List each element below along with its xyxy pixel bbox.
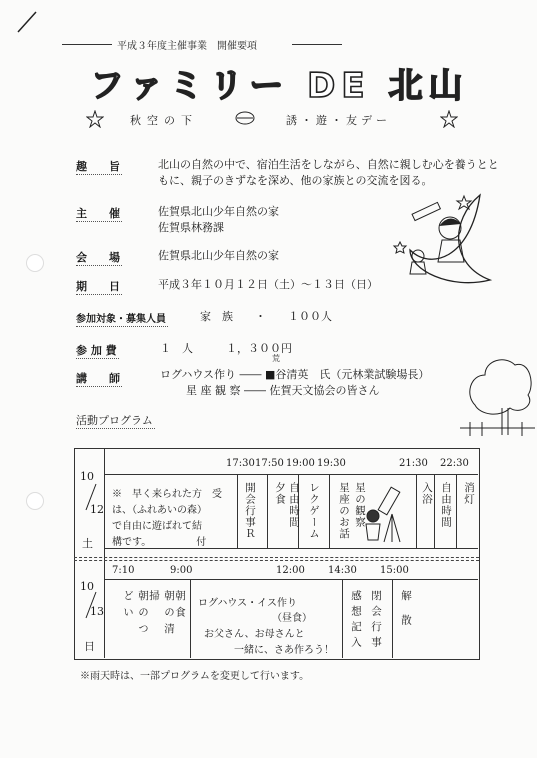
label-fee: 参 加 費 (76, 344, 117, 357)
date-slash-2 (80, 590, 100, 620)
venue-value: 佐賀県北山少年自然の家 (158, 249, 279, 262)
day1-time-1900: 19:00 (286, 458, 315, 469)
label-venue: 会 場 (76, 251, 120, 264)
day2-time-0710: 7:10 (112, 565, 135, 576)
label-lecturers: 講 師 (76, 372, 120, 385)
participants-value: 家 族 ・ １００人 (200, 310, 332, 323)
day1-activity-free1: 自由時間 (288, 482, 300, 528)
day2-time-1430: 14:30 (328, 565, 357, 576)
day1-day: 12 (90, 503, 104, 516)
day1-early-line-2: は、（ふれあいの森） (112, 505, 207, 516)
day1-time-1930: 19:30 (317, 458, 346, 469)
day2-main-line-2: （昼食） (272, 613, 312, 624)
day2-main-line-4: 一緒に、さあ作ろう！ (234, 645, 334, 656)
day2-month: 10 (80, 580, 94, 593)
day1-activity-dinner: 夕食 (274, 482, 286, 505)
binder-hole-bottom (26, 492, 44, 510)
leaf-icon (234, 108, 256, 128)
day1-activity-free2: 自由時間 (440, 482, 452, 528)
tree-illustration (460, 350, 535, 440)
lecturer-line-1: ログハウス作り ―― ■谷清英 氏（元林業試験場長） (160, 368, 430, 381)
tagline-left: 秋空の下 (130, 114, 198, 127)
day1-activity-star-watch: 星の観察 (354, 482, 366, 528)
day2-activity-cleaning: 朝の清掃 (148, 590, 175, 640)
label-organizer: 主 催 (76, 207, 120, 220)
lecturer-note: 荒 (272, 354, 280, 363)
label-participants: 参加対象・募集人員 (76, 314, 166, 325)
day2-day: 13 (90, 605, 104, 618)
day1-month: 10 (80, 470, 94, 483)
day2-activity-impressions: 感想記入 (350, 590, 362, 652)
date-slash (80, 482, 100, 512)
day2-weekday: 日 (84, 640, 95, 653)
pen-stroke-mark (14, 6, 44, 36)
fee-value: １ 人 １，３００円 (160, 342, 292, 355)
day2-activity-breakfast: 朝食 (174, 590, 186, 623)
day1-time-1730: 17:30 (226, 458, 255, 469)
day2-time-0900: 9:00 (170, 565, 193, 576)
header-subtitle: 平成３年度主催事業 開催要項 (117, 41, 257, 52)
page-title: ファミリー DE 北山 (90, 66, 469, 106)
day2-activity-morning-gathering: 朝のつどい (122, 590, 149, 640)
tagline-right: 誘・遊・友デー (286, 114, 391, 127)
day1-time-1750: 17:50 (255, 458, 284, 469)
organizer-line-1: 佐賀県北山少年自然の家 (158, 205, 279, 218)
binder-hole-top (26, 254, 44, 272)
moon-child-illustration (390, 190, 500, 290)
day2-main-line-1: ログハウス・イス作り (198, 598, 297, 609)
purpose-line-1: 北山の自然の中で、宿泊生活をしながら、自然に親しむ心を養うとと (158, 158, 499, 171)
purpose-line-2: もに、親子のきずなを深め、他の家族との交流を図る。 (158, 174, 433, 187)
day1-activity-rec: レクゲーム (308, 482, 320, 540)
dates-value: 平成３年１０月１２日（土）～１３日（日） (158, 278, 378, 291)
day1-early-line-4: 構です。 付 (112, 537, 207, 548)
day1-weekday: 土 (82, 537, 93, 550)
day2-main-line-3: お父さん、お母さんと (204, 629, 305, 640)
day1-early-line-3: で自由に遊ばれて結 (112, 521, 202, 532)
day1-activity-lights-out: 消灯 (463, 482, 475, 505)
star-icon-right (440, 110, 458, 128)
day1-time-2230: 22:30 (440, 458, 469, 469)
day1-activity-opening: 開会行事Ｒ (244, 482, 256, 540)
lecturer-line-2: 星 座 観 察 ―― 佐賀天文協会の皆さん (186, 384, 380, 397)
label-purpose: 趣 旨 (76, 160, 120, 173)
day2-time-1500: 15:00 (380, 565, 409, 576)
star-icon (86, 110, 104, 128)
day1-activity-star-talk: 星座のお話 (338, 482, 350, 540)
organizer-line-2: 佐賀県林務課 (158, 221, 224, 234)
footer-note: ※雨天時は、一部プログラムを変更して行います。 (80, 671, 310, 682)
day1-activity-bath: 入浴 (421, 482, 433, 505)
day2-activity-closing: 閉会行事 (370, 590, 382, 652)
day2-activity-dismissal: 解散 (400, 590, 412, 639)
day1-early-line-1: ※ 早く来られた方 受 (112, 489, 222, 500)
day1-time-2130: 21:30 (399, 458, 428, 469)
day2-time-1200: 12:00 (276, 565, 305, 576)
telescope-illustration (362, 484, 412, 546)
label-dates: 期 日 (76, 280, 120, 293)
program-title: 活動プログラム (76, 414, 153, 427)
